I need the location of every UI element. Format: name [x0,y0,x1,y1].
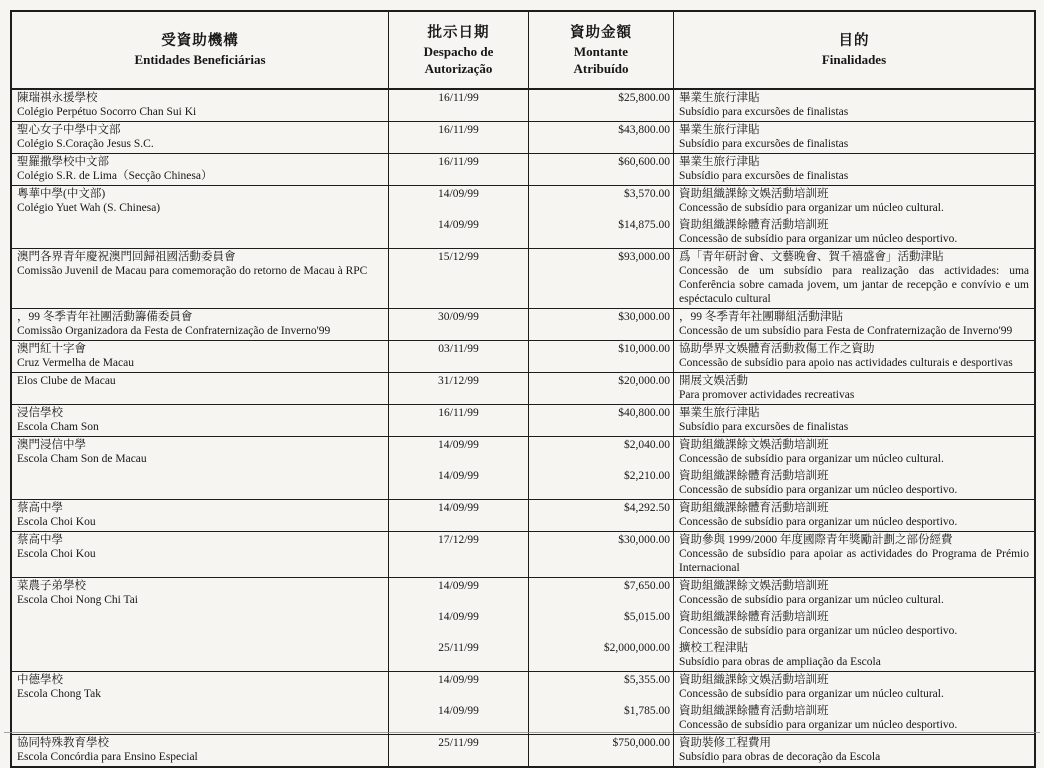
header-entities-pt: Entidades Beneficiárias [134,52,266,67]
authorization-date: 17/12/99 [438,534,479,546]
entity-name-pt: Colégio S.Coração Jesus S.C. [17,138,154,150]
amount-value: $20,000.00 [618,375,670,387]
purpose-zh: 爲「青年研討會、文藝晚會、賀千禧盛會」活動津貼 [679,251,944,263]
table-row [12,437,1034,500]
entries [389,122,1034,153]
table-row [12,373,1034,405]
purpose-pt: Concessão de subsídio para apoio nas actividades culturais e desportivas [679,357,1013,369]
amount-cell [529,578,674,609]
entity-cell [12,578,389,671]
entity-name-zh: 蔡高中學 [17,502,63,514]
entries [389,735,1034,766]
grant-entry [389,217,1034,248]
entity-name-zh: ，99 冬季青年社團活動籌備委員會 [17,311,193,323]
header-date-zh: 批示日期 [427,24,490,41]
purpose-cell [674,703,1034,734]
grant-entry [389,249,1034,308]
entity-name-zh: 澳門浸信中學 [17,439,86,451]
entity-cell [12,405,389,436]
amount-cell [529,186,674,217]
grant-entry [389,672,1034,703]
table-header-row [12,12,1034,90]
authorization-date-cell [389,90,529,121]
entity-name-pt: Escola Chong Tak [17,688,101,700]
purpose-zh: 資助組織課餘文娛活動培訓班 [679,674,829,686]
purpose-zh: 資助組織課餘體育活動培訓班 [679,611,829,623]
amount-cell [529,122,674,153]
authorization-date: 14/09/99 [438,580,479,592]
entity-cell [12,249,389,308]
purpose-cell [674,90,1034,121]
purpose-cell [674,249,1034,308]
table-row [12,672,1034,735]
grant-entry [389,735,1034,766]
authorization-date: 14/09/99 [438,470,479,482]
authorization-date: 25/11/99 [438,737,479,749]
authorization-date: 31/12/99 [438,375,479,387]
table-row [12,532,1034,578]
amount-cell [529,703,674,734]
header-amount-pt: Montante Atribuído [573,43,629,76]
purpose-pt: Subsídio para excursões de finalistas [679,421,849,433]
amount-cell [529,373,674,404]
header-purpose-pt: Finalidades [821,52,887,67]
purpose-cell [674,532,1034,577]
amount-cell [529,154,674,185]
purpose-pt: Concessão de subsídio para apoiar as actividades do Programa de Prémio Internacional [679,548,1029,574]
header-purpose-zh: 目的 [838,33,870,49]
table-row [12,122,1034,154]
amount-value: $10,000.00 [618,343,670,355]
amount-value: $1,785.00 [624,705,670,717]
header-amount-cell [529,12,674,88]
authorization-date-cell [389,122,529,153]
authorization-date: 03/11/99 [438,343,479,355]
entity-cell [12,90,389,121]
entity-name-zh: 澳門紅十字會 [17,343,86,355]
amount-value: $4,292.50 [624,502,670,514]
purpose-cell [674,186,1034,217]
entity-name-zh: 粵華中學(中文部) [17,188,106,200]
purpose-pt: Subsídio para excursões de finalistas [679,138,849,150]
entity-name-zh: 澳門各界青年慶祝澳門回歸祖國活動委員會 [17,251,236,263]
entity-name-zh: 菜農子弟學校 [17,580,86,592]
table-row [12,735,1034,766]
amount-cell [529,249,674,308]
purpose-zh: 擴校工程津貼 [679,642,748,654]
grant-entry [389,309,1034,340]
purpose-zh: 資助組織課餘文娛活動培訓班 [679,580,829,592]
authorization-date: 16/11/99 [438,407,479,419]
authorization-date-cell [389,578,529,609]
entity-name-pt: Escola Choi Kou [17,548,96,560]
authorization-date-cell [389,703,529,734]
amount-value: $750,000.00 [612,737,670,749]
header-purpose-cell [674,12,1034,88]
amount-cell [529,90,674,121]
page-bottom-rule [4,732,1040,733]
purpose-zh: 協助學界文娛體育活動救傷工作之資助 [679,343,875,355]
authorization-date-cell [389,217,529,248]
entries [389,309,1034,340]
entity-cell [12,532,389,577]
entries [389,90,1034,121]
grant-entry [389,703,1034,734]
purpose-pt: Subsídio para excursões de finalistas [679,170,849,182]
entity-cell [12,122,389,153]
header-amount-zh: 資助金額 [570,24,632,41]
amount-cell [529,217,674,248]
purpose-zh: 資助組織課餘體育活動培訓班 [679,705,829,717]
entity-name-pt: Comissão Juvenil de Macau para comemoração do retorno de Macau à RPC [17,265,368,277]
amount-cell [529,405,674,436]
authorization-date-cell [389,186,529,217]
entity-name-pt: Cruz Vermelha de Macau [17,357,134,369]
purpose-pt: Concessão de subsídio para organizar um núcleo cultural. [679,453,944,465]
purpose-cell [674,640,1034,671]
purpose-cell [674,154,1034,185]
grant-entry [389,341,1034,372]
authorization-date: 16/11/99 [438,92,479,104]
purpose-pt: Concessão de subsídio para organizar um núcleo desportivo. [679,484,958,496]
entity-cell [12,309,389,340]
authorization-date-cell [389,373,529,404]
authorization-date-cell [389,735,529,766]
entity-name-zh: 中德學校 [17,674,63,686]
header-entities-zh: 受資助機構 [161,33,239,49]
authorization-date: 25/11/99 [438,642,479,654]
authorization-date-cell [389,672,529,703]
purpose-pt: Para promover actividades recreativas [679,389,855,401]
purpose-cell [674,341,1034,372]
amount-cell [529,341,674,372]
amount-value: $93,000.00 [618,251,670,263]
grant-entry [389,90,1034,121]
purpose-pt: Concessão de um subsídio para Festa de Confraternização de Inverno'99 [679,325,1013,337]
entity-cell [12,186,389,248]
grant-entry [389,437,1034,468]
purpose-cell [674,609,1034,640]
authorization-date-cell [389,609,529,640]
purpose-zh: 資助裝修工程費用 [679,737,771,749]
table-row [12,154,1034,186]
amount-cell [529,640,674,671]
purpose-cell [674,373,1034,404]
purpose-cell [674,468,1034,499]
amount-value: $2,000,000.00 [603,642,670,654]
entity-name-zh: 陳瑞祺永援學校 [17,92,98,104]
purpose-zh: 畢業生旅行津貼 [679,156,760,168]
entity-name-zh: 蔡高中學 [17,534,63,546]
purpose-zh: 畢業生旅行津貼 [679,92,760,104]
authorization-date-cell [389,437,529,468]
table-row [12,90,1034,122]
purpose-pt: Subsídio para obras de decoração da Escola [679,751,881,763]
table-row [12,500,1034,532]
entity-name-pt: Escola Choi Kou [17,516,96,528]
grant-entry [389,468,1034,499]
header-date-pt: Despacho de Autorização [423,43,494,76]
authorization-date: 30/09/99 [438,311,479,323]
purpose-zh: 畢業生旅行津貼 [679,407,760,419]
entries [389,154,1034,185]
authorization-date-cell [389,309,529,340]
entity-name-pt: Colégio Perpétuo Socorro Chan Sui Ki [17,106,197,118]
authorization-date: 14/09/99 [438,188,479,200]
amount-value: $14,875.00 [618,219,670,231]
table-row [12,405,1034,437]
table-body [12,90,1034,766]
purpose-cell [674,578,1034,609]
purpose-cell [674,672,1034,703]
amount-value: $5,355.00 [624,674,670,686]
amount-cell [529,735,674,766]
amount-value: $2,210.00 [624,470,670,482]
table-row [12,341,1034,373]
purpose-zh: 資助組織課餘文娛活動培訓班 [679,439,829,451]
table-row [12,186,1034,249]
entries [389,405,1034,436]
authorization-date-cell [389,341,529,372]
amount-value: $60,600.00 [618,156,670,168]
purpose-pt: Subsídio para obras de ampliação da Escola [679,656,881,668]
entity-name-pt: Escola Choi Nong Chi Tai [17,594,139,606]
entity-cell [12,437,389,499]
purpose-pt: Concessão de subsídio para organizar um núcleo desportivo. [679,233,958,245]
grant-entry [389,154,1034,185]
authorization-date-cell [389,405,529,436]
entity-name-zh: 聖羅撒學校中文部 [17,156,109,168]
purpose-zh: 資助組織課餘體育活動培訓班 [679,470,829,482]
authorization-date-cell [389,468,529,499]
entity-name-pt: Elos Clube de Macau [17,375,116,387]
entity-name-pt: Comissão Organizadora da Festa de Confraternização de Inverno'99 [17,325,331,337]
grant-entry [389,186,1034,217]
amount-value: $30,000.00 [618,311,670,323]
entity-name-pt: Escola Cham Son de Macau [17,453,147,465]
entity-name-pt: Escola Cham Son [17,421,99,433]
header-date-cell [389,12,529,88]
amount-value: $3,570.00 [624,188,670,200]
purpose-cell [674,500,1034,531]
authorization-date: 15/12/99 [438,251,479,263]
purpose-cell [674,405,1034,436]
amount-cell [529,500,674,531]
entity-name-zh: 聖心女子中學中文部 [17,124,121,136]
grant-entry [389,640,1034,671]
authorization-date-cell [389,500,529,531]
purpose-cell [674,217,1034,248]
purpose-zh: 資助參與 1999/2000 年度國際青年獎勵計劃之部份經費 [679,534,953,546]
amount-value: $2,040.00 [624,439,670,451]
authorization-date: 14/09/99 [438,611,479,623]
purpose-cell [674,437,1034,468]
table-row [12,578,1034,672]
purpose-cell [674,735,1034,766]
entries [389,578,1034,671]
amount-cell [529,532,674,577]
authorization-date: 16/11/99 [438,156,479,168]
purpose-cell [674,309,1034,340]
authorization-date: 14/09/99 [438,502,479,514]
purpose-zh: ，99 冬季青年社團聯組活動津貼 [679,311,843,323]
authorization-date-cell [389,249,529,308]
entity-cell [12,154,389,185]
entity-cell [12,672,389,734]
entity-cell [12,735,389,766]
amount-value: $40,800.00 [618,407,670,419]
purpose-cell [674,122,1034,153]
amount-cell [529,309,674,340]
amount-value: $30,000.00 [618,534,670,546]
entity-name-zh: 協同特殊教育學校 [17,737,109,749]
purpose-pt: Subsídio para excursões de finalistas [679,106,849,118]
purpose-pt: Concessão de subsídio para organizar um núcleo desportivo. [679,719,958,731]
entity-name-zh: 浸信學校 [17,407,63,419]
purpose-zh: 資助組織課餘體育活動培訓班 [679,219,829,231]
entries [389,500,1034,531]
purpose-pt: Concessão de subsídio para organizar um núcleo desportivo. [679,625,958,637]
amount-value: $7,650.00 [624,580,670,592]
amount-cell [529,437,674,468]
purpose-pt: Concessão de subsídio para organizar um núcleo cultural. [679,688,944,700]
authorization-date-cell [389,154,529,185]
amount-cell [529,672,674,703]
entries [389,249,1034,308]
grant-entry [389,373,1034,404]
purpose-pt: Concessão de subsídio para organizar um núcleo cultural. [679,202,944,214]
purpose-pt: Concessão de um subsídio para realização das actividades: uma Conferência sobre camada jovem, um jantar de recepção e convívio e um espéctaculo cultural [679,265,1029,305]
table-row [12,309,1034,341]
amount-cell [529,468,674,499]
amount-value: $25,800.00 [618,92,670,104]
authorization-date-cell [389,640,529,671]
table-row [12,249,1034,309]
purpose-pt: Concessão de subsídio para organizar um núcleo desportivo. [679,516,958,528]
entity-name-pt: Escola Concórdia para Ensino Especial [17,751,198,763]
entries [389,186,1034,248]
entity-cell [12,341,389,372]
authorization-date: 14/09/99 [438,439,479,451]
entries [389,341,1034,372]
entries [389,532,1034,577]
entity-cell [12,500,389,531]
entity-name-pt: Colégio S.R. de Lima（Secção Chinesa） [17,170,213,182]
authorization-date: 14/09/99 [438,705,479,717]
entries [389,437,1034,499]
header-entities-cell [12,12,389,88]
entries [389,672,1034,734]
grant-entry [389,500,1034,531]
amount-value: $43,800.00 [618,124,670,136]
purpose-zh: 資助組織課餘體育活動培訓班 [679,502,829,514]
authorization-date: 14/09/99 [438,674,479,686]
grant-entry [389,532,1034,577]
amount-value: $5,015.00 [624,611,670,623]
grant-entry [389,609,1034,640]
grant-entry [389,578,1034,609]
purpose-pt: Concessão de subsídio para organizar um núcleo cultural. [679,594,944,606]
entries [389,373,1034,404]
subsidies-table [10,10,1036,768]
authorization-date-cell [389,532,529,577]
entity-name-pt: Colégio Yuet Wah (S. Chinesa) [17,202,161,214]
authorization-date: 16/11/99 [438,124,479,136]
entity-cell [12,373,389,404]
grant-entry [389,405,1034,436]
purpose-zh: 資助組織課餘文娛活動培訓班 [679,188,829,200]
authorization-date: 14/09/99 [438,219,479,231]
grant-entry [389,122,1034,153]
purpose-zh: 開展文娛活動 [679,375,748,387]
amount-cell [529,609,674,640]
purpose-zh: 畢業生旅行津貼 [679,124,760,136]
